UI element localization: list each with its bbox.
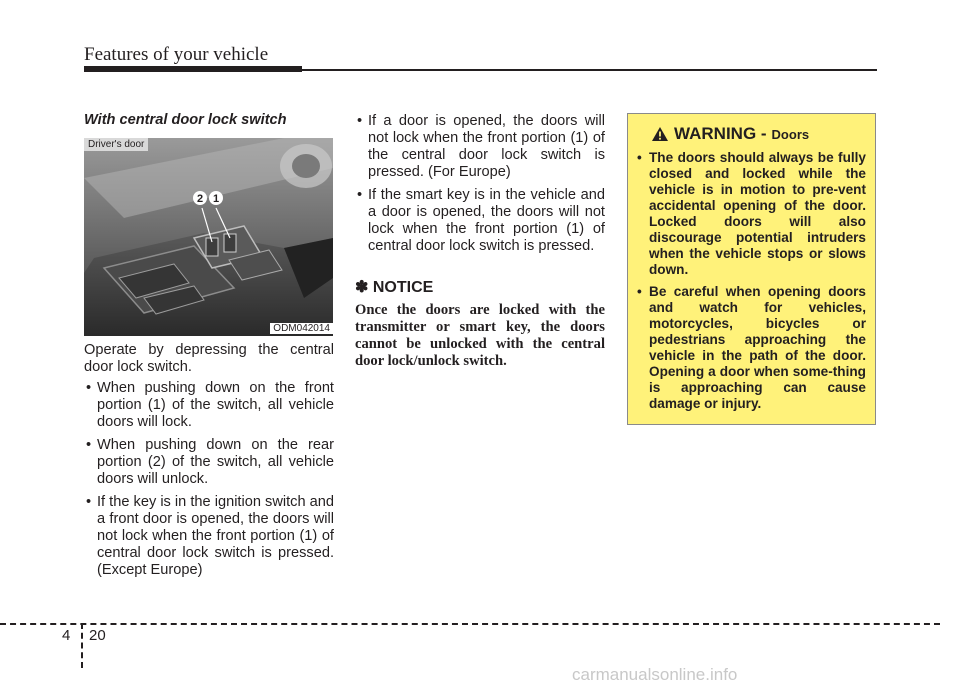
page-header-title: Features of your vehicle xyxy=(84,44,269,65)
bullet-unlock: • When pushing down on the rear portion (2) of the switch, all vehicle doors will unlock. xyxy=(84,437,334,488)
footer-rule xyxy=(0,623,940,625)
warning-subtitle: Doors xyxy=(771,126,810,142)
notice-text: Once the doors are locked with the transmitter or smart key, the doors cannot be unlocked with the central door lock/unlock switch. xyxy=(355,302,605,369)
page-number: 20 xyxy=(89,627,106,644)
bullet-europe: • If a door is opened, the doors will not lock when the front portion (1) of the central door lock switch is pressed. (For Europe) xyxy=(355,113,605,181)
door-switch-illustration xyxy=(84,138,333,336)
warning-item-doors-closed: • The doors should always be fully closed and locked while the vehicle is in motion to pre-vent accidental opening of the door. Locked doors will also discourage potential intruders when the vehicle stops or slows down. xyxy=(637,150,866,278)
bullet-lock: • When pushing down on the front portion (1) of the switch, all vehicle doors will lock. xyxy=(84,380,334,431)
callout-1: 1 xyxy=(212,193,220,205)
notice-heading xyxy=(355,279,605,296)
callout-2: 2 xyxy=(196,193,204,205)
bullet-smart-key: • If the smart key is in the vehicle and a door is opened, the doors will not lock when the front portion (1) of central door lock switch is pressed. xyxy=(355,187,605,255)
section-number: 4 xyxy=(62,627,71,644)
warning-item-careful-opening: • Be careful when opening doors and watch for vehicles, motorcycles, bicycles or pedestrians approaching the vehicle in the path of the door. Opening a door when some-thing is approaching can cause damage or injury. xyxy=(637,284,866,412)
notice-icon: ✽ xyxy=(355,279,369,296)
warning-triangle-icon xyxy=(651,126,669,142)
middle-column-text xyxy=(355,113,605,370)
watermark: carmanualsonline.info xyxy=(572,665,738,684)
figure-code: ODM042014 xyxy=(270,323,333,334)
bullet-ignition: • If the key is in the ignition switch and a front door is opened, the doors will not lock when the front portion (1) of central door lock switch is pressed. (Except Europe) xyxy=(84,494,334,579)
warning-title: WARNING - xyxy=(674,124,767,143)
figure-label: Driver's door xyxy=(84,138,148,151)
warning-heading xyxy=(651,124,866,144)
door-switch-figure xyxy=(84,138,333,336)
intro-paragraph: Operate by depressing the central door lock switch. xyxy=(84,342,334,375)
warning-box xyxy=(627,113,876,425)
header-rule-accent xyxy=(84,66,302,72)
notice-title: NOTICE xyxy=(372,279,434,296)
footer-divider xyxy=(81,623,83,668)
section-heading: With central door lock switch xyxy=(84,112,287,128)
left-column-text xyxy=(84,342,334,585)
